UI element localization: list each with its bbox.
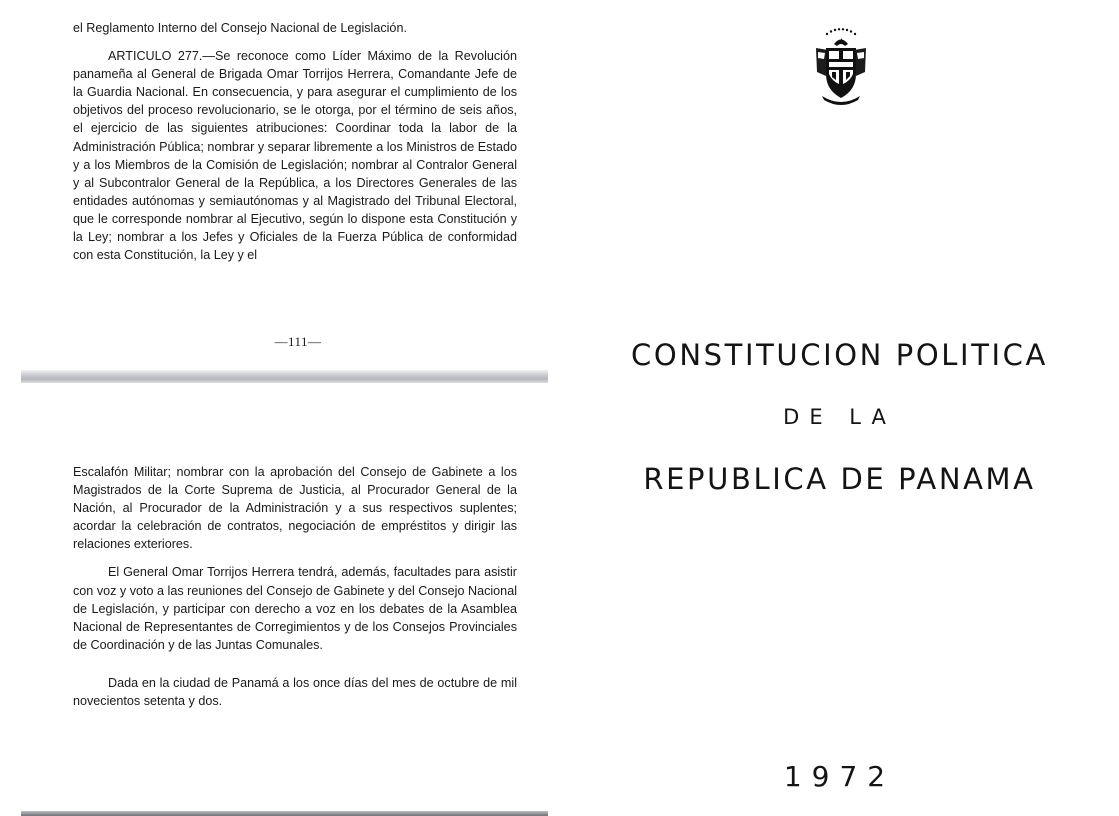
page-111-text xyxy=(73,19,517,264)
coat-of-arms-icon xyxy=(814,26,868,106)
closing-paragraph: Dada en la ciudad de Panamá a los once días del mes de octubre de mil novecientos setenta y dos. xyxy=(73,675,517,709)
article-277-paragraph: ARTICULO 277.—Se reconoce como Líder Máximo de la Revolución panameña al General de Brigada Omar Torrijos Herrera, Comandante Jefe de la Guardia Nacional. En consecuencia, y para asegurar el cumplimiento de los objetivos del proceso revolucionario, se le otorga, por el término de seis años, el ejercicio de las siguientes atribuciones: Coordinar toda la labor de la Administración Pública; nombrar y separar libremente a los Ministros de Estado y a los Miembros de la Comisión de Legislación; nombrar al Contralor General y al Subcontralor General de la República, a los Directores Generales de las entidades autónomas y semiautónomas y al Magistrado del Tribunal Electoral, que le corresponde nombrar al Ejecutivo, según lo dispone esta Constitución y la Ley; nombrar a los Jefes y Oficiales de la Fuerza Pública de conformidad con esta Constitución, la Ley y el xyxy=(73,49,517,263)
cover-page xyxy=(560,0,1119,816)
page-112-text xyxy=(73,463,517,710)
cover-title-line1: CONSTITUCION POLITICA xyxy=(631,338,1048,372)
page-separator xyxy=(21,370,548,383)
page-number: —111— xyxy=(274,334,322,349)
top-fragment: el Reglamento Interno del Consejo Nacional de Legislación. xyxy=(73,21,407,35)
cover-year: 1972 xyxy=(783,760,896,793)
bottom-rule xyxy=(21,811,548,816)
continuation-paragraph: Escalafón Militar; nombrar con la aprobación del Consejo de Gabinete a los Magistrados de la Corte Suprema de Justicia, al Procurador General de la Nación, al Procurador de la Administración y a sus respectivos suplentes; acordar la celebración de contratos, negociación de empréstitos y dirigir las relaciones exteriores. xyxy=(73,465,517,552)
torrijos-paragraph: El General Omar Torrijos Herrera tendrá, además, facultades para asistir con voz y voto a las reuniones del Consejo de Gabinete y del Consejo Nacional de Legislación, y participar con derecho a voz en los debates de la Asamblea Nacional de Representantes de Corregimientos y de los Consejos Provinciales de Coordinación y de las Juntas Comunales. xyxy=(73,565,517,652)
cover-title-line3: REPUBLICA DE PANAMA xyxy=(643,462,1036,496)
cover-title-line2: DE LA xyxy=(783,405,896,429)
